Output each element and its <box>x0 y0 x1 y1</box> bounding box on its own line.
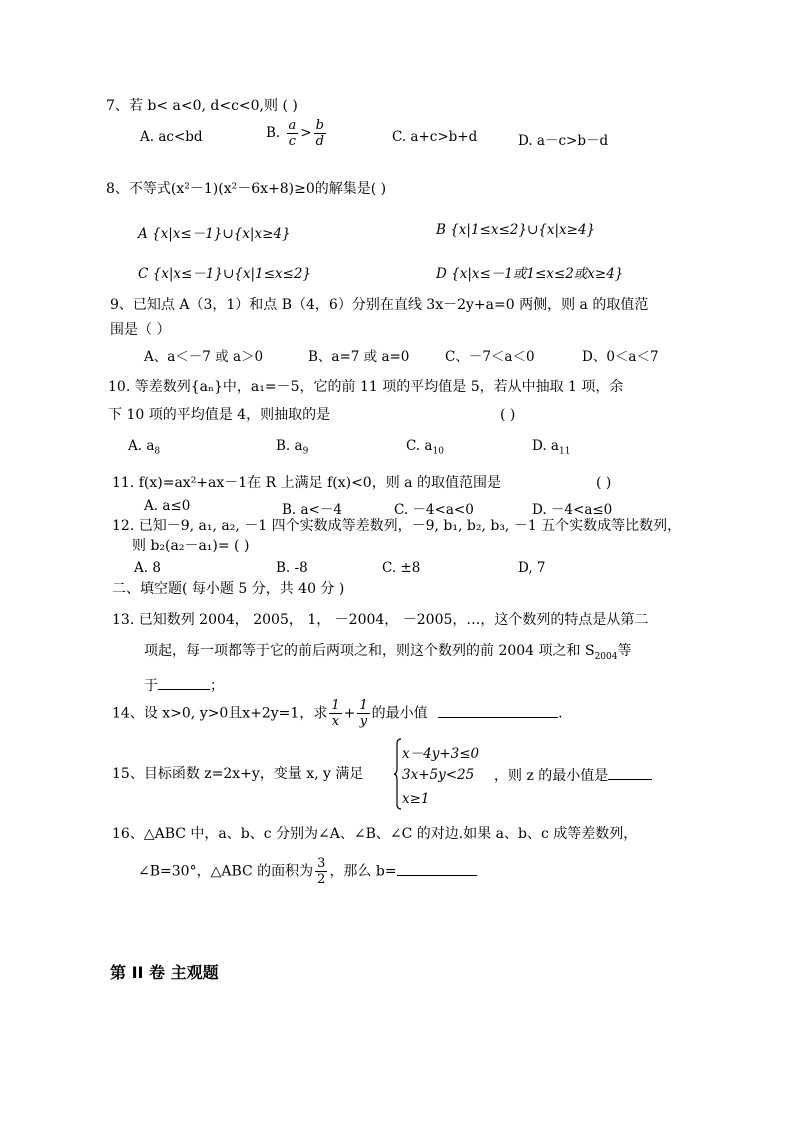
q13-line2: 项起，每一项都等于它的前后两项之和，则这个数列的前 2004 项之和 $S_{2004}$等 <box>144 643 632 662</box>
q12-option-b: B. -8 <box>276 560 308 576</box>
q7-stem: 7、若 b< a<0, d<c<0,则 ( ) <box>106 98 298 114</box>
q12-option-d: D, 7 <box>518 560 546 576</box>
q12-option-a: A. 8 <box>134 560 161 576</box>
q15-constraint-3: x≥1 <box>402 791 430 807</box>
q7-option-d: D. a－c>b－d <box>518 133 609 149</box>
q15-stem: 15、目标函数 z=2x+y，变量 x, y 满足 <box>112 766 364 782</box>
section-title-subjective: 第 II 卷 主观题 <box>110 963 219 982</box>
section-heading-fill-in: 二、填空题( 每小题 5 分，共 40 分 ) <box>112 581 345 597</box>
answer-blank[interactable] <box>608 765 652 780</box>
q11-stem: 11. f(x)=ax²+ax－1在 R 上满足 f(x)<0，则 a 的取值范围是 <box>112 475 501 491</box>
fraction: $\frac{b}{d}$ <box>315 118 324 149</box>
q9-option-a: A、a＜－7 或 a＞0 <box>144 349 264 365</box>
q12-option-c: C. ±8 <box>382 560 421 576</box>
q7-option-b: B. $\frac{a}{c}$ > $\frac{b}{d}$ <box>266 118 324 149</box>
q15-constraint-1: x－4y+3≤0 <box>402 746 480 762</box>
fraction: $\frac{1}{y}$ <box>359 698 368 729</box>
q10-option-b: B. $a_9$ <box>276 438 309 457</box>
q13-line1: 13. 已知数列 2004， 2005， 1， －2004， －2005，…，这个数列的特点是从第二 <box>112 612 649 628</box>
brace-icon <box>394 738 402 810</box>
q12-stem-line1: 12. 已知－9, a₁, a₂, －1 四个实数成等差数列，－9, b₁, b₂, b₃, －1 五个实数成等比数列， <box>112 518 682 534</box>
q8-option-c: C {x|x≤－1}∪{x|1≤x≤2} <box>138 266 312 282</box>
q11-option-a: A. a≤0 <box>144 498 191 514</box>
q10-option-a: A. $a_8$ <box>128 438 161 457</box>
q13-line3: 于 ； <box>144 675 224 695</box>
q16-line1: 16、△ABC 中，a、b、c 分别为∠A、∠B、∠C 的对边.如果 a、b、c 成等差数列， <box>112 826 638 842</box>
q10-answer-paren: ( ) <box>500 407 516 423</box>
q9-stem-line1: 9、已知点 A（3，1）和点 B（4，6）分别在直线 3x－2y+a=0 两侧，则 a 的取值范 <box>110 297 649 313</box>
q9-option-c: C、－7＜a＜0 <box>445 349 535 365</box>
q14-line: 14、设 x>0, y>0且x+2y=1，求 $\frac{1}{x}$ + $\frac{1}{y}$ 的最小值 . <box>112 698 563 729</box>
q11-answer-paren: ( ) <box>596 475 612 491</box>
q10-stem-line2: 下 10 项的平均值是 4，则抽取的是 <box>108 407 331 423</box>
q9-option-d: D、0＜a＜7 <box>582 349 659 365</box>
fraction: $\frac{1}{x}$ <box>331 698 340 729</box>
answer-blank[interactable] <box>438 703 558 718</box>
fraction: $\frac{3}{2}$ <box>317 856 326 887</box>
answer-blank[interactable] <box>397 861 477 876</box>
q10-stem-line1: 10. 等差数列{aₙ}中，a₁=－5，它的前 11 项的平均值是 5，若从中抽取 1 项，余 <box>108 379 624 395</box>
q11-option-c: C. －4<a<0 <box>394 502 474 518</box>
q8-option-a: A {x|x≤－1}∪{x|x≥4} <box>138 226 291 242</box>
q10-option-c: C. $a_{10}$ <box>406 438 444 457</box>
q7-option-a: A. ac<bd <box>140 129 203 145</box>
q9-stem-line2: 围是（ ） <box>110 322 171 338</box>
answer-blank[interactable] <box>158 675 210 690</box>
q16-line2: ∠B=30°，△ABC 的面积为 $\frac{3}{2}$ ，那么 b= <box>138 856 477 887</box>
q9-option-b: B、a=7 或 a=0 <box>308 349 410 365</box>
q7-option-c: C. a+c>b+d <box>392 129 478 145</box>
q8-stem: 8、不等式(x²－1)(x²－6x+8)≥0的解集是( ) <box>106 181 387 197</box>
q11-option-d: D. －4<a≤0 <box>532 502 613 518</box>
q8-option-d: D {x|x≤－1或1≤x≤2或x≥4} <box>436 266 624 282</box>
q12-stem-line2: 则 b₂(a₂－a₁)= ( ) <box>132 538 250 554</box>
q10-option-d: D. $a_{11}$ <box>532 438 571 457</box>
q15-post: ，则 z 的最小值是 <box>494 765 652 785</box>
q8-option-b: B {x|1≤x≤2}∪{x|x≥4} <box>436 222 596 238</box>
q15-constraint-2: 3x+5y<25 <box>402 767 475 783</box>
q11-option-b: B. a<－4 <box>282 502 342 518</box>
fraction: $\frac{a}{c}$ <box>288 118 297 149</box>
